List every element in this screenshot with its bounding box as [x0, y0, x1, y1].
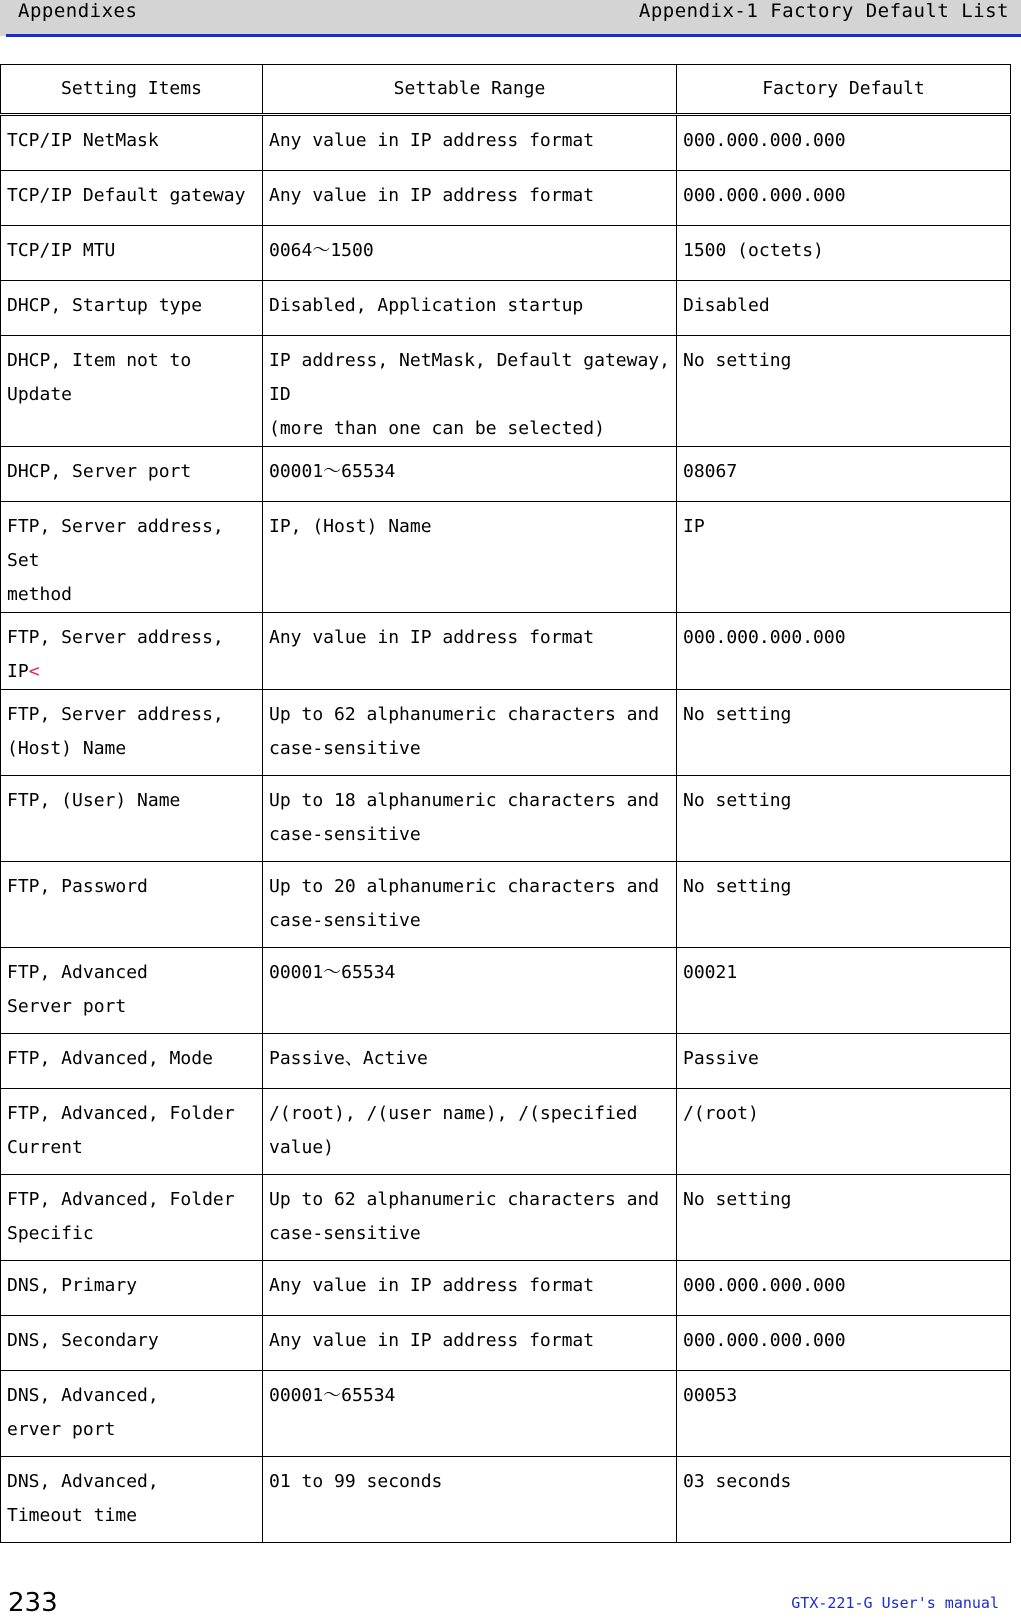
setting-item-text: TCP/IP MTU: [7, 240, 116, 261]
factory-default-cell: 1500 (octets): [677, 226, 1011, 281]
setting-item-text: FTP, Advanced Server port: [7, 962, 148, 1017]
setting-item-text: TCP/IP Default gateway: [7, 185, 246, 206]
setting-item-cell: [1, 1261, 263, 1316]
settable-range-cell: Any value in IP address format: [263, 613, 677, 690]
factory-default-table: [0, 64, 1011, 1543]
table-row: [1, 502, 1011, 613]
settable-range-cell: Any value in IP address format: [263, 1261, 677, 1316]
setting-item-cell: [1, 948, 263, 1034]
column-header-settable-range: Settable Range: [263, 65, 677, 115]
setting-item-text: DNS, Advanced, Timeout time: [7, 1471, 159, 1526]
table-row: [1, 1457, 1011, 1543]
factory-default-cell: No setting: [677, 862, 1011, 948]
settable-range-cell: IP, (Host) Name: [263, 502, 677, 613]
table-row: [1, 115, 1011, 171]
settable-range-cell: Up to 18 alphanumeric characters and case-sensitive: [263, 776, 677, 862]
setting-item-cell: [1, 226, 263, 281]
table-row: [1, 1316, 1011, 1371]
setting-item-text: DNS, Secondary: [7, 1330, 159, 1351]
settable-range-cell: IP address, NetMask, Default gateway, ID (more than one can be selected): [263, 336, 677, 447]
factory-default-cell: 000.000.000.000: [677, 1316, 1011, 1371]
setting-item-text: FTP, Server address, Set method: [7, 516, 224, 605]
table-body: [1, 115, 1011, 1543]
setting-item-cell: [1, 862, 263, 948]
setting-item-text: FTP, Advanced, Mode: [7, 1048, 213, 1069]
settable-range-cell: Up to 62 alphanumeric characters and case-sensitive: [263, 1175, 677, 1261]
page-header: [0, 0, 1021, 36]
manual-name: GTX-221-G User's manual: [791, 1594, 999, 1612]
edit-mark: <: [28, 661, 40, 682]
factory-default-cell: 000.000.000.000: [677, 1261, 1011, 1316]
column-header-factory-default: Factory Default: [677, 65, 1011, 115]
table-row: [1, 336, 1011, 447]
setting-item-text: FTP, Server address, IP: [7, 627, 235, 682]
setting-item-text: FTP, Advanced, Folder Specific: [7, 1189, 235, 1244]
header-divider: [6, 34, 1021, 37]
setting-item-text: DNS, Advanced, erver port: [7, 1385, 159, 1440]
table-row: [1, 171, 1011, 226]
setting-item-text: FTP, Server address, (Host) Name: [7, 704, 224, 759]
settable-range-cell: Any value in IP address format: [263, 1316, 677, 1371]
factory-default-cell: No setting: [677, 336, 1011, 447]
factory-default-cell: Passive: [677, 1034, 1011, 1089]
setting-item-cell: [1, 281, 263, 336]
setting-item-cell: [1, 171, 263, 226]
table-row: [1, 776, 1011, 862]
settable-range-cell: Any value in IP address format: [263, 115, 677, 171]
column-header-setting-items: Setting Items: [1, 65, 263, 115]
setting-item-cell: [1, 776, 263, 862]
table-row: [1, 447, 1011, 502]
setting-item-cell: [1, 1175, 263, 1261]
factory-default-cell: 000.000.000.000: [677, 171, 1011, 226]
setting-item-cell: [1, 1371, 263, 1457]
settable-range-cell: 00001～65534: [263, 447, 677, 502]
factory-default-cell: 000.000.000.000: [677, 115, 1011, 171]
table-row: [1, 613, 1011, 690]
factory-default-cell: No setting: [677, 776, 1011, 862]
settable-range-cell: 01 to 99 seconds: [263, 1457, 677, 1543]
table-row: [1, 1371, 1011, 1457]
table-row: [1, 226, 1011, 281]
table-row: [1, 1034, 1011, 1089]
setting-item-cell: [1, 115, 263, 171]
factory-default-cell: 08067: [677, 447, 1011, 502]
setting-item-cell: [1, 1034, 263, 1089]
settable-range-cell: 00001～65534: [263, 1371, 677, 1457]
setting-item-text: FTP, (User) Name: [7, 790, 181, 811]
settable-range-cell: Up to 20 alphanumeric characters and case-sensitive: [263, 862, 677, 948]
table-row: [1, 1175, 1011, 1261]
setting-item-cell: [1, 336, 263, 447]
factory-default-cell: IP: [677, 502, 1011, 613]
settable-range-cell: 00001～65534: [263, 948, 677, 1034]
section-name: Appendixes: [18, 0, 138, 22]
factory-default-cell: /(root): [677, 1089, 1011, 1175]
table-row: [1, 1089, 1011, 1175]
factory-default-cell: 000.000.000.000: [677, 613, 1011, 690]
factory-default-cell: 03 seconds: [677, 1457, 1011, 1543]
setting-item-text: DNS, Primary: [7, 1275, 138, 1296]
settable-range-cell: Disabled, Application startup: [263, 281, 677, 336]
table-row: [1, 281, 1011, 336]
setting-item-cell: [1, 613, 263, 690]
setting-item-text: DHCP, Startup type: [7, 295, 203, 316]
setting-item-text: FTP, Advanced, Folder Current: [7, 1103, 235, 1158]
setting-item-cell: [1, 447, 263, 502]
setting-item-cell: [1, 1089, 263, 1175]
factory-default-cell: No setting: [677, 690, 1011, 776]
settable-range-cell: 0064～1500: [263, 226, 677, 281]
factory-default-cell: No setting: [677, 1175, 1011, 1261]
settable-range-cell: Passive、Active: [263, 1034, 677, 1089]
setting-item-cell: [1, 690, 263, 776]
setting-item-text: DHCP, Server port: [7, 461, 192, 482]
factory-default-cell: 00021: [677, 948, 1011, 1034]
table-header-row: [1, 65, 1011, 115]
setting-item-cell: [1, 502, 263, 613]
table-row: [1, 948, 1011, 1034]
factory-default-cell: Disabled: [677, 281, 1011, 336]
table-row: [1, 1261, 1011, 1316]
settable-range-cell: Any value in IP address format: [263, 171, 677, 226]
setting-item-cell: [1, 1316, 263, 1371]
settable-range-cell: Up to 62 alphanumeric characters and case-sensitive: [263, 690, 677, 776]
factory-default-cell: 00053: [677, 1371, 1011, 1457]
setting-item-cell: [1, 1457, 263, 1543]
setting-item-text: TCP/IP NetMask: [7, 130, 159, 151]
appendix-title: Appendix-1 Factory Default List: [638, 0, 1009, 22]
setting-item-text: FTP, Password: [7, 876, 148, 897]
table-row: [1, 862, 1011, 948]
settable-range-cell: /(root), /(user name), /(specified value): [263, 1089, 677, 1175]
setting-item-text: DHCP, Item not to Update: [7, 350, 203, 405]
page-number: 233: [8, 1588, 58, 1618]
table-row: [1, 690, 1011, 776]
